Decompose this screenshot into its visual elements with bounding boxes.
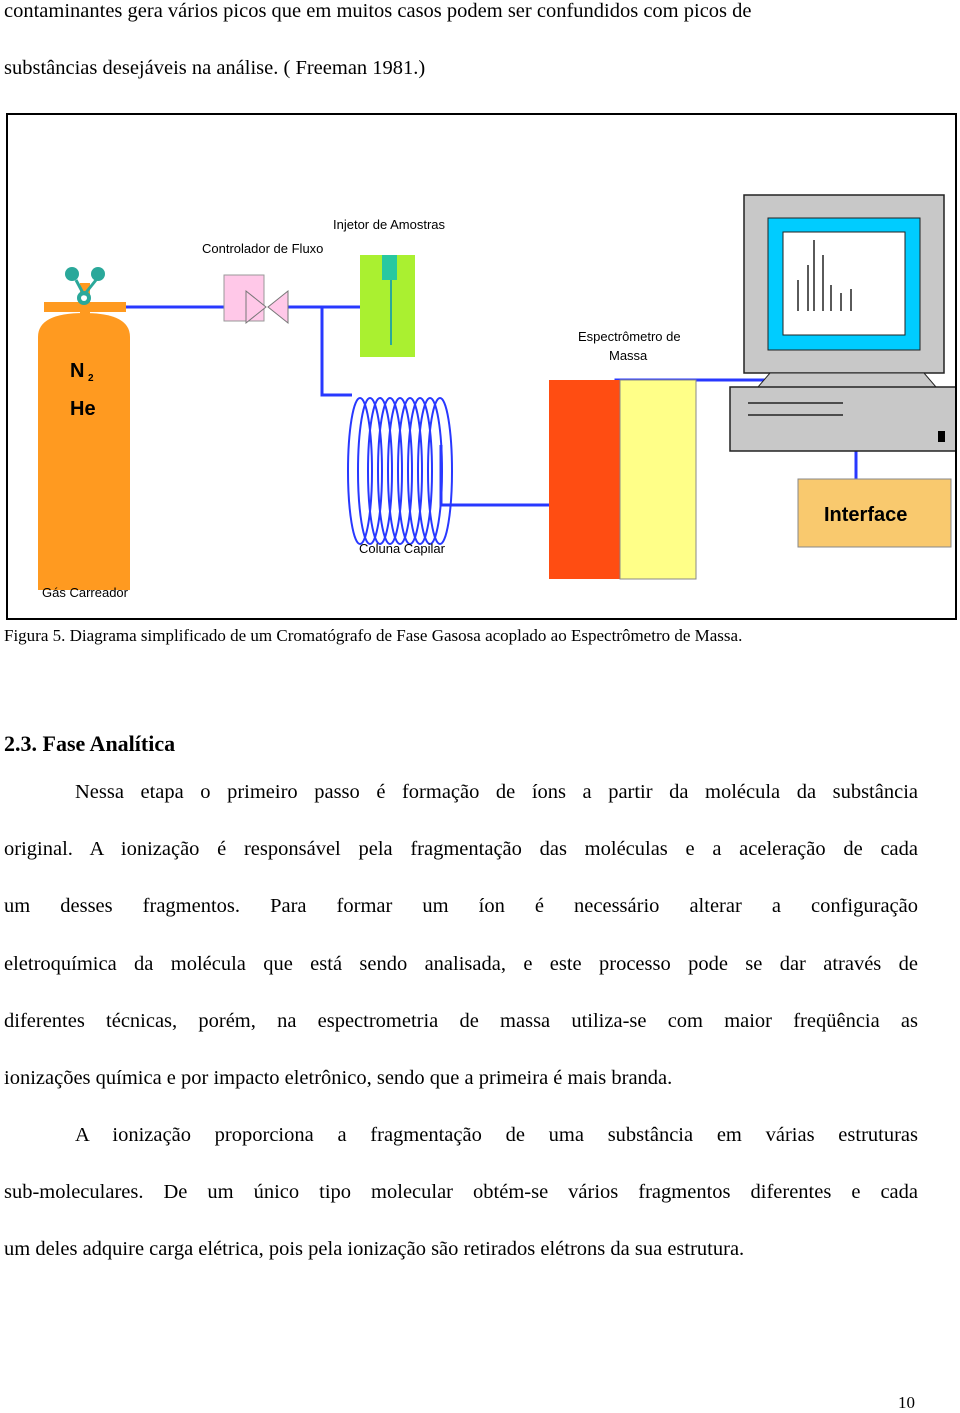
n2-label: N bbox=[70, 360, 85, 382]
mass-spec-ion-source bbox=[549, 380, 620, 579]
paragraph-line: um desses fragmentos. Para formar um íon é necessário alterar a configuração bbox=[4, 895, 918, 917]
text-line: contaminantes gera vários picos que em muitos casos podem ser confundidos com picos de bbox=[4, 0, 752, 22]
gas-cylinder bbox=[38, 267, 130, 590]
interface-label: Interface bbox=[824, 504, 908, 526]
injector-label: Injetor de Amostras bbox=[333, 217, 445, 232]
paragraph-line: ionizações química e por impacto eletrônico, sendo que a primeira é mais branda. bbox=[4, 1067, 673, 1089]
flow-controller-label: Controlador de Fluxo bbox=[202, 241, 324, 256]
column-label: Coluna Capilar bbox=[359, 541, 445, 556]
sample-injector bbox=[360, 255, 415, 357]
figure-caption: Figura 5. Diagrama simplificado de um Cromatógrafo de Fase Gasosa acoplado ao Espectrômetro de Massa. bbox=[4, 626, 743, 645]
paragraph-line: um deles adquire carga elétrica, pois pela ionização são retirados elétrons da sua estrutura. bbox=[4, 1238, 745, 1260]
paragraph-line: eletroquímica da molécula que está sendo analisada, e este processo pode se dar através de bbox=[4, 953, 918, 975]
gc-ms-diagram bbox=[6, 113, 957, 620]
flow-controller bbox=[224, 275, 288, 323]
he-label: He bbox=[70, 398, 96, 420]
text-line: substâncias desejáveis na análise. ( Freeman 1981.) bbox=[4, 57, 426, 79]
carrier-gas-label: Gás Carreador bbox=[42, 585, 128, 600]
paragraph-line: Nessa etapa o primeiro passo é formação de íons a partir da molécula da substância bbox=[75, 781, 918, 803]
mass-spec-label-line1: Espectrômetro de bbox=[578, 329, 681, 344]
page-number: 10 bbox=[898, 1393, 915, 1412]
paragraph-line: sub-moleculares. De um único tipo molecular obtém-se vários fragmentos diferentes e cada bbox=[4, 1181, 918, 1203]
section-number: 2.3. bbox=[4, 731, 37, 756]
computer-monitor bbox=[730, 195, 955, 451]
n2-subscript: 2 bbox=[88, 373, 94, 384]
section-title: Fase Analítica bbox=[42, 731, 176, 756]
paragraph-line: diferentes técnicas, porém, na espectrometria de massa utiliza-se com maior freqüência as bbox=[4, 1010, 918, 1032]
section-heading bbox=[4, 731, 175, 757]
mass-spec-analyzer bbox=[620, 380, 696, 579]
paragraph-line: original. A ionização é responsável pela fragmentação das moléculas e a aceleração de cada bbox=[4, 838, 918, 860]
mass-spec-label-line2: Massa bbox=[609, 348, 648, 363]
capillary-column bbox=[348, 398, 452, 544]
paragraph-line: A ionização proporciona a fragmentação de uma substância em várias estruturas bbox=[75, 1124, 918, 1146]
